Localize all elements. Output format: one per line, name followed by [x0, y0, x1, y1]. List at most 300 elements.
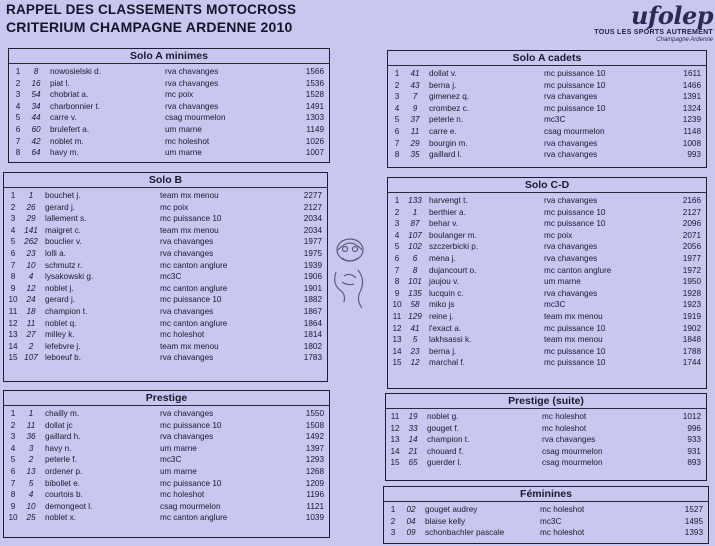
points: 1149 [306, 124, 324, 134]
standing-row [9, 147, 329, 159]
logo-region: Champagne Ardenne [656, 37, 713, 43]
standing-row [9, 101, 329, 113]
rider-name: dollat v. [429, 69, 457, 78]
rider-stamp-icon [328, 232, 372, 314]
club: mc holeshot [160, 490, 205, 500]
bib-number: 107 [408, 230, 422, 240]
rider-name: berna j. [429, 80, 457, 90]
bib-number: 5 [28, 478, 34, 488]
points: 893 [687, 458, 701, 468]
rider-name: bouchet j. [45, 191, 81, 200]
rider-name: l'exact a. [429, 323, 462, 333]
rider-name: havy n. [45, 443, 72, 453]
bib-number: 54 [31, 90, 41, 100]
bib-number: 13 [26, 466, 36, 476]
rank: 2 [10, 202, 16, 212]
rider-name: lysakowski g. [45, 272, 94, 282]
points: 2127 [303, 202, 322, 212]
points: 933 [687, 435, 701, 445]
panel-title: Prestige [4, 391, 329, 406]
standing-row [388, 80, 706, 92]
standing-row [4, 329, 327, 341]
rider-name: boulanger m. [429, 230, 477, 240]
rider-name: schmutz r. [45, 260, 83, 270]
rank: 3 [394, 92, 400, 102]
points: 1939 [303, 260, 322, 270]
standing-row [4, 408, 329, 420]
points: 1303 [305, 113, 324, 123]
standing-row [388, 241, 706, 253]
club: mc puissance 10 [544, 358, 606, 368]
standing-row [4, 260, 327, 272]
points: 1492 [305, 432, 324, 442]
rider-name: jaujou v. [429, 277, 459, 287]
bib-number: 64 [31, 148, 41, 158]
panel-title: Solo B [4, 173, 327, 188]
club: mc canton anglure [160, 283, 228, 293]
points: 1950 [682, 277, 701, 287]
bib-number: 11 [26, 420, 36, 430]
standings-list [386, 409, 706, 469]
standings-list [4, 406, 329, 524]
points: 1393 [684, 528, 703, 538]
standing-row [4, 236, 327, 248]
bib-number: 23 [410, 346, 420, 356]
logo-tagline: TOUS LES SPORTS AUTREMENT [594, 29, 713, 36]
standing-row [9, 78, 329, 90]
panel-feminines [383, 486, 709, 544]
club: mc puissance 10 [544, 219, 606, 229]
rider-name: marchal f. [429, 358, 465, 368]
panel-prestige [3, 390, 330, 538]
club: rva chavanges [544, 242, 598, 252]
rider-name: lefebvre j. [45, 341, 81, 351]
points: 1121 [306, 501, 324, 511]
standing-row [388, 195, 706, 207]
standing-row [388, 91, 706, 103]
points: 1611 [683, 69, 701, 78]
rider-name: havy m. [50, 148, 79, 158]
rider-name: berna j. [429, 346, 457, 356]
rank: 2 [10, 420, 16, 430]
bib-number: 27 [26, 330, 36, 340]
bib-number: 19 [408, 412, 418, 421]
rank: 1 [15, 67, 21, 76]
rider-name: chouard f. [427, 446, 464, 456]
standings-list [388, 193, 706, 369]
standing-row [388, 288, 706, 300]
club: mc puissance 10 [544, 207, 606, 217]
points: 1977 [303, 237, 322, 247]
rank: 3 [15, 90, 21, 100]
rider-name: harvengt t. [429, 196, 468, 205]
points: 1536 [305, 78, 324, 88]
bib-number: 10 [26, 260, 36, 270]
rank: 4 [10, 225, 16, 235]
rank: 10 [8, 295, 18, 305]
club: team mx menou [160, 191, 219, 200]
standing-row [388, 68, 706, 80]
bib-number: 5 [412, 335, 418, 345]
bib-number: 36 [26, 432, 36, 442]
standing-row [386, 457, 706, 469]
standing-row [4, 271, 327, 283]
standing-row [4, 431, 329, 443]
bib-number: 60 [31, 124, 41, 134]
bib-number: 23 [26, 248, 36, 258]
rider-name: noblet m. [50, 136, 84, 146]
rank: 3 [10, 214, 16, 224]
rider-name: crombez c. [429, 103, 470, 113]
rank: 12 [392, 323, 402, 333]
standing-row [388, 114, 706, 126]
club: rva chavanges [544, 92, 598, 102]
club: csag mourmelon [165, 113, 226, 123]
club: rva chavanges [160, 353, 214, 363]
points: 1928 [682, 288, 701, 298]
bib-number: 14 [408, 435, 418, 445]
club: csag mourmelon [542, 446, 603, 456]
rank: 15 [392, 358, 402, 368]
club: mc holeshot [165, 136, 210, 146]
standing-row [386, 434, 706, 446]
rank: 1 [10, 191, 16, 200]
rank: 7 [394, 265, 400, 275]
club: mc puissance 10 [160, 214, 222, 224]
points: 1802 [303, 341, 322, 351]
points: 1007 [305, 148, 324, 158]
rank: 10 [392, 300, 402, 310]
bib-number: 43 [410, 80, 420, 90]
bib-number: 1 [412, 207, 418, 217]
standing-row [4, 443, 329, 455]
standing-row [388, 138, 706, 150]
points: 1508 [305, 420, 324, 430]
bib-number: 141 [24, 225, 38, 235]
club: mc canton anglure [160, 318, 228, 328]
ufolep-logo [568, 1, 713, 43]
points: 1901 [303, 283, 322, 293]
bib-number: 9 [412, 103, 418, 113]
club: mc3C [540, 516, 562, 526]
club: mc holeshot [542, 412, 587, 421]
rider-name: berthier a. [429, 207, 466, 217]
points: 1039 [305, 513, 324, 523]
rank: 7 [10, 478, 16, 488]
rank: 6 [394, 126, 400, 136]
rider-name: gaillard h. [45, 432, 81, 442]
standing-row [4, 501, 329, 513]
points: 1975 [303, 248, 322, 258]
bib-number: 4 [28, 490, 34, 500]
rider-name: chailly m. [45, 409, 80, 418]
points: 1012 [682, 412, 701, 421]
rank: 14 [8, 341, 18, 351]
points: 1867 [303, 306, 322, 316]
bib-number: 2 [28, 455, 34, 465]
rank: 5 [394, 242, 400, 252]
standing-row [388, 276, 706, 288]
points: 1293 [305, 455, 324, 465]
bib-number: 8 [33, 67, 39, 76]
points: 2034 [303, 214, 322, 224]
rank: 9 [10, 283, 16, 293]
standing-row [388, 311, 706, 323]
standing-row [388, 357, 706, 369]
rank: 8 [15, 148, 21, 158]
points: 1864 [303, 318, 322, 328]
rank: 2 [394, 80, 400, 90]
standing-row [4, 190, 327, 202]
club: rva chavanges [160, 432, 214, 442]
points: 1977 [682, 253, 701, 263]
standing-row [4, 466, 329, 478]
points: 1491 [305, 101, 324, 111]
rider-name: champion t. [45, 306, 88, 316]
standing-row [9, 89, 329, 101]
club: mc poix [544, 230, 573, 240]
rank: 3 [394, 219, 400, 229]
bib-number: 24 [26, 295, 36, 305]
standing-row [4, 213, 327, 225]
standing-row [4, 283, 327, 295]
panel-title: Solo C-D [388, 178, 706, 193]
club: csag mourmelon [542, 458, 603, 468]
rank: 6 [10, 466, 16, 476]
club: mc3C [160, 272, 182, 282]
bib-number: 34 [31, 101, 41, 111]
rider-name: guerder l. [427, 458, 462, 468]
bib-number: 8 [412, 265, 418, 275]
standings-list [388, 66, 706, 161]
rider-name: dujancourt o. [429, 265, 477, 275]
rider-name: noblet g. [427, 412, 459, 421]
standing-row [4, 352, 327, 364]
rank: 9 [394, 288, 400, 298]
club: team mx menou [160, 225, 219, 235]
bib-number: 35 [410, 150, 420, 160]
rider-name: milley k. [45, 330, 75, 340]
rider-name: bourgin m. [429, 138, 468, 148]
panel-solo-c-d [387, 177, 707, 389]
rank: 5 [15, 113, 21, 123]
standing-row [388, 323, 706, 335]
points: 2096 [682, 219, 701, 229]
rider-name: szczerbicki p. [429, 242, 479, 252]
rank: 11 [8, 306, 18, 316]
rank: 15 [390, 458, 400, 468]
points: 1788 [682, 346, 701, 356]
points: 1239 [682, 115, 701, 125]
page-title: RAPPEL DES CLASSEMENTS MOTOCROSS [6, 2, 297, 17]
rank: 1 [390, 505, 396, 514]
rank: 6 [394, 253, 400, 263]
points: 1528 [305, 90, 324, 100]
rider-name: maigret c. [45, 225, 81, 235]
rank: 4 [10, 443, 16, 453]
rank: 5 [10, 237, 16, 247]
club: team mx menou [160, 341, 219, 351]
points: 1008 [682, 138, 701, 148]
club: mc canton anglure [544, 265, 612, 275]
bib-number: 101 [408, 277, 422, 287]
bib-number: 10 [26, 501, 36, 511]
standing-row [4, 478, 329, 490]
rider-name: noblet x. [45, 513, 76, 523]
rider-name: nowosielski d. [50, 67, 101, 76]
rank: 13 [392, 335, 402, 345]
standing-row [4, 225, 327, 237]
points: 1902 [682, 323, 701, 333]
club: rva chavanges [165, 101, 219, 111]
standing-row [4, 306, 327, 318]
points: 1783 [303, 353, 322, 363]
rank: 8 [394, 150, 400, 160]
standings-list [9, 64, 329, 159]
bib-number: 65 [408, 458, 418, 468]
points: 1744 [682, 358, 701, 368]
standing-row [4, 489, 329, 501]
bib-number: 02 [406, 505, 416, 514]
panel-title: Prestige (suite) [386, 394, 706, 409]
points: 1527 [684, 505, 703, 514]
club: rva chavanges [544, 288, 598, 298]
club: mc puissance 10 [544, 323, 606, 333]
club: um marne [544, 277, 581, 287]
club: rva chavanges [544, 138, 598, 148]
points: 996 [687, 423, 701, 433]
panel-title: Solo A cadets [388, 51, 706, 66]
rider-name: dollat jc [45, 420, 73, 430]
rider-name: gerard j. [45, 295, 76, 305]
rider-name: behar v. [429, 219, 458, 229]
rider-name: demongeot l. [45, 501, 93, 511]
bib-number: 21 [408, 446, 418, 456]
standing-row [4, 202, 327, 214]
points: 1923 [682, 300, 701, 310]
points: 1814 [303, 330, 322, 340]
standings-list [4, 188, 327, 364]
rider-name: champion t. [427, 435, 470, 445]
rank: 2 [15, 78, 21, 88]
standing-row [4, 248, 327, 260]
bib-number: 107 [24, 353, 38, 363]
rank: 5 [394, 115, 400, 125]
points: 1919 [682, 311, 701, 321]
club: team mx menou [544, 335, 603, 345]
bib-number: 18 [26, 306, 36, 316]
points: 1026 [305, 136, 324, 146]
standing-row [388, 334, 706, 346]
standing-row [388, 299, 706, 311]
standing-row [384, 516, 708, 528]
rider-name: miko js [429, 300, 455, 310]
club: mc3C [160, 455, 182, 465]
rider-name: courtois b. [45, 490, 83, 500]
rider-name: gaillard l. [429, 150, 462, 160]
logo-wordmark: ufolep [631, 1, 713, 30]
rider-name: ordener p. [45, 466, 83, 476]
rank: 6 [10, 248, 16, 258]
rank: 1 [394, 196, 400, 205]
points: 2071 [682, 230, 701, 240]
points: 1906 [303, 272, 322, 282]
standing-row [388, 149, 706, 161]
bib-number: 33 [408, 423, 418, 433]
club: mc puissance 10 [544, 80, 606, 90]
club: mc3C [544, 115, 566, 125]
standing-row [386, 446, 706, 458]
bib-number: 1 [28, 409, 34, 418]
rank: 7 [10, 260, 16, 270]
bib-number: 37 [410, 115, 420, 125]
points: 2127 [682, 207, 701, 217]
bib-number: 25 [26, 513, 36, 523]
rider-name: schonbachler pascale [425, 528, 505, 538]
club: um marne [160, 443, 197, 453]
rider-name: bouclier v. [45, 237, 82, 247]
club: mc holeshot [542, 423, 587, 433]
club: mc canton anglure [160, 513, 228, 523]
points: 2056 [682, 242, 701, 252]
rider-name: peterle n. [429, 115, 464, 125]
rank: 8 [10, 272, 16, 282]
rank: 10 [8, 513, 18, 523]
rank: 12 [390, 423, 400, 433]
points: 1148 [683, 126, 701, 136]
rank: 6 [15, 124, 21, 134]
club: mc poix [165, 90, 194, 100]
bib-number: 12 [410, 358, 420, 368]
bib-number: 135 [408, 288, 422, 298]
standing-row [4, 454, 329, 466]
standing-row [388, 346, 706, 358]
bib-number: 102 [408, 242, 422, 252]
rider-name: gerard j. [45, 202, 76, 212]
points: 1882 [303, 295, 322, 305]
bib-number: 11 [410, 126, 420, 136]
standing-row [4, 420, 329, 432]
panel-solo-b [3, 172, 328, 382]
bib-number: 04 [406, 516, 416, 526]
club: csag mourmelon [160, 501, 221, 511]
rider-name: brulefert a. [50, 124, 90, 134]
standing-row [9, 66, 329, 78]
club: mc holeshot [540, 505, 585, 514]
rider-name: mena j. [429, 253, 456, 263]
panel-title: Solo A minimes [9, 49, 329, 64]
rider-name: noblet q. [45, 318, 77, 328]
standings-list [384, 502, 708, 539]
rider-name: gouget audrey [425, 505, 478, 514]
page-subtitle: CRITERIUM CHAMPAGNE ARDENNE 2010 [6, 19, 293, 35]
standing-row [9, 124, 329, 136]
club: mc puissance 10 [544, 346, 606, 356]
rider-name: gouget f. [427, 423, 459, 433]
points: 931 [687, 446, 701, 456]
rank: 2 [394, 207, 400, 217]
club: rva chavanges [160, 248, 214, 258]
standing-row [384, 504, 708, 516]
club: team mx menou [544, 311, 603, 321]
club: mc puissance 10 [544, 103, 606, 113]
rider-name: charbonnier t. [50, 101, 101, 111]
club: um marne [160, 466, 197, 476]
club: rva chavanges [160, 237, 214, 247]
panel-title: Féminines [384, 487, 708, 502]
bib-number: 26 [26, 202, 36, 212]
rank: 12 [8, 318, 18, 328]
